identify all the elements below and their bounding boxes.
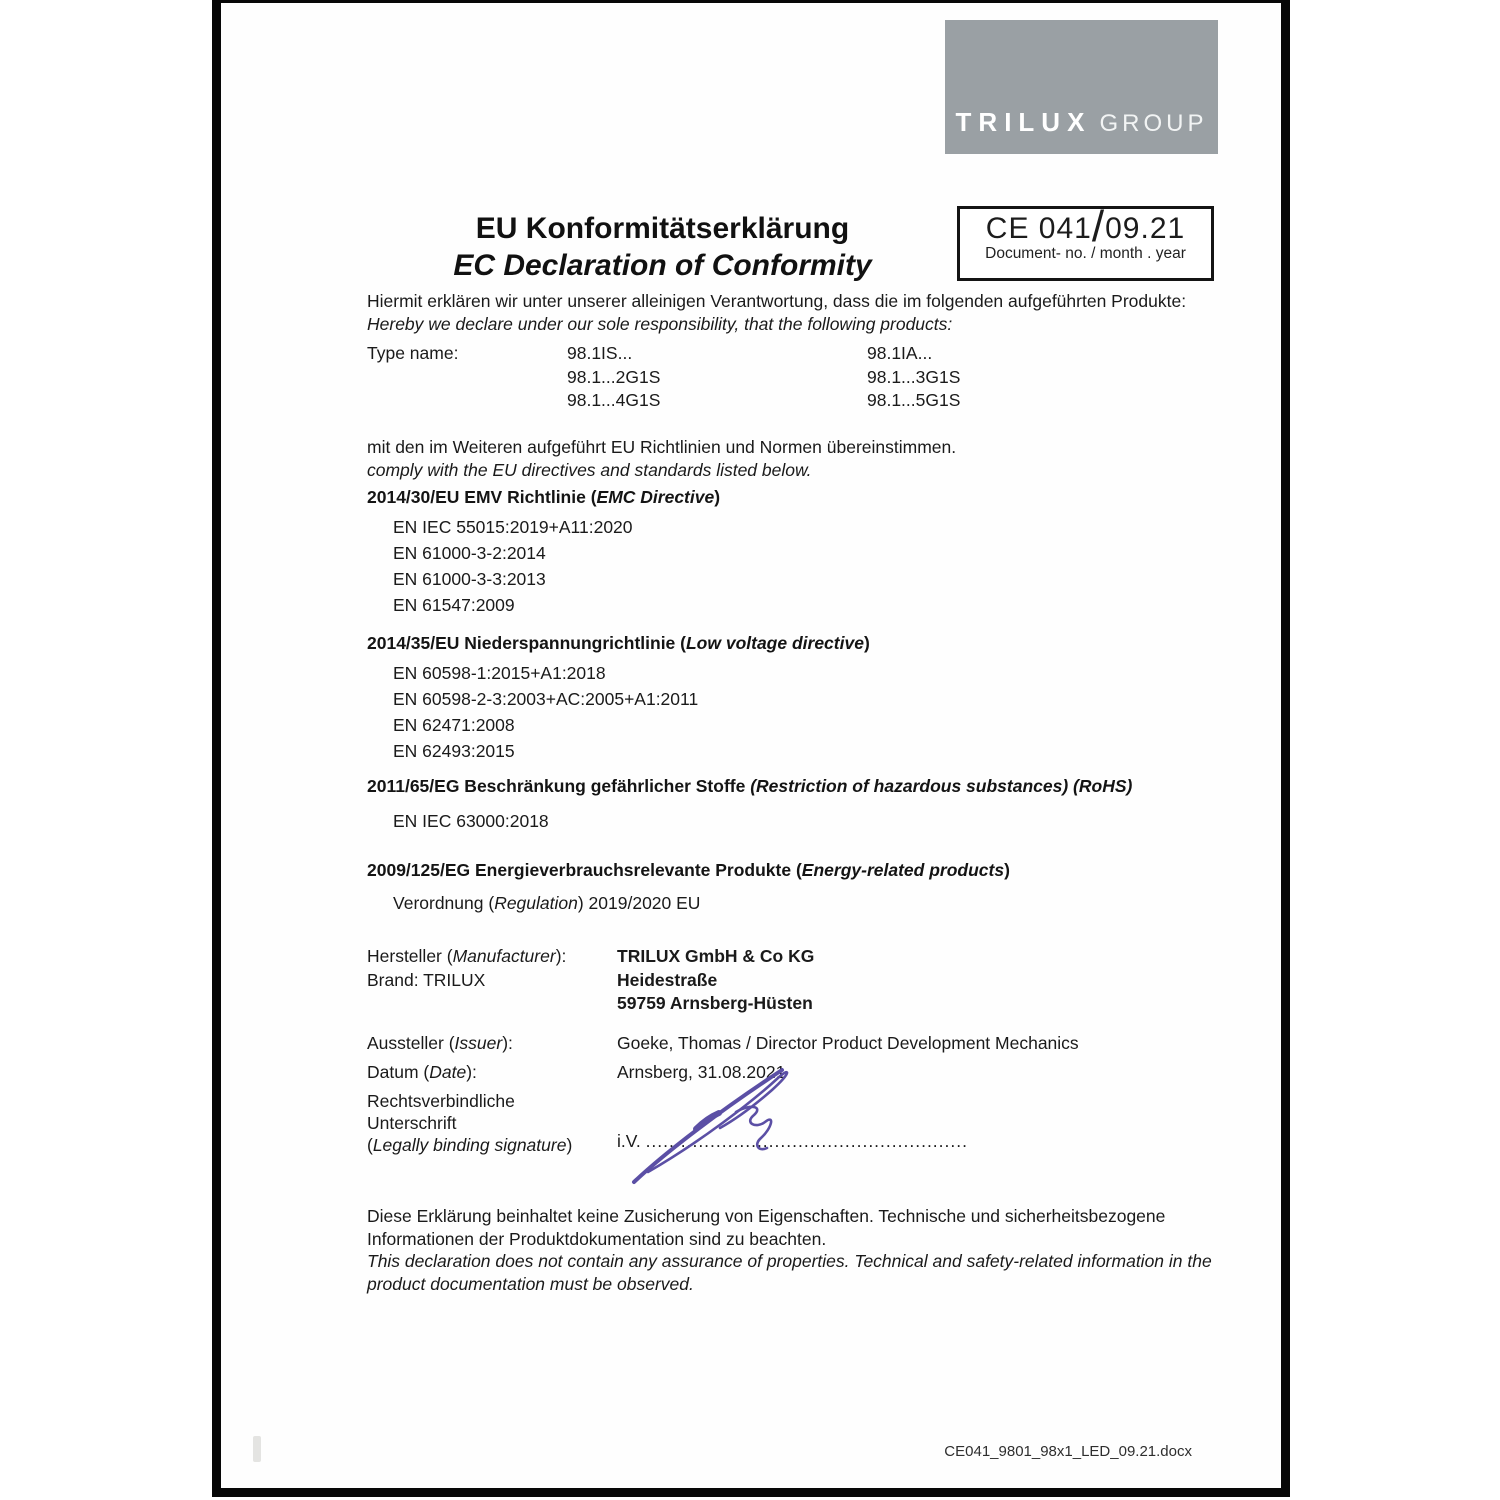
standard-item: EN 61547:2009: [393, 595, 515, 615]
label-text-italic: Manufacturer: [452, 946, 556, 966]
manufacturer-city: 59759 Arnsberg-Hüsten: [617, 993, 813, 1013]
label-text: ):: [555, 946, 567, 966]
page-title-en: EC Declaration of Conformity: [453, 249, 872, 282]
manufacturer-label-block: [367, 945, 566, 992]
label-text: ): [566, 1135, 573, 1155]
manufacturer-name: TRILUX GmbH & Co KG: [617, 946, 815, 966]
label-text-italic: Issuer: [454, 1033, 503, 1053]
label-text: Datum (: [367, 1062, 430, 1082]
heading-text: 2014/35/EU Niederspannungrichtlinie (: [367, 633, 686, 653]
heading-text: ): [1004, 860, 1010, 880]
page-title-de: EU Konformitätserklärung: [475, 212, 850, 245]
standard-item: EN 62493:2015: [393, 741, 515, 761]
signature-label-de2: Unterschrift: [367, 1113, 457, 1133]
type-name-value: 98.1IS...: [567, 343, 633, 363]
issuer-value: Goeke, Thomas / Director Product Development Mechanics: [617, 1033, 1079, 1053]
manufacturer-street: Heidestraße: [617, 969, 718, 990]
footer-filename: CE041_9801_98x1_LED_09.21.docx: [944, 1443, 1192, 1460]
standards-list-emc: [393, 514, 633, 618]
type-name-col1: [567, 342, 660, 413]
standard-item: EN 62471:2008: [393, 715, 515, 735]
manufacturer-address-block: [617, 945, 814, 1016]
standard-item: EN 60598-1:2015+A1:2018: [393, 663, 606, 683]
signature-label-block: [367, 1090, 572, 1156]
standards-list-rohs: [393, 808, 549, 834]
heading-text: 2014/30/EU EMV Richtlinie (: [367, 487, 597, 507]
doc-number: [960, 202, 1211, 251]
heading-text: 2011/65/EG Beschränkung gefährlicher Stoffe: [367, 776, 751, 796]
standard-item: EN 61000-3-3:2013: [393, 569, 546, 589]
date-value: Arnsberg, 31.08.2021: [617, 1062, 786, 1082]
logo-group-text: GROUP: [1099, 110, 1208, 137]
heading-text-italic: EMC Directive: [596, 487, 715, 507]
signature-label-de1: Rechtsverbindliche: [367, 1091, 515, 1111]
type-name-label: Type name:: [367, 343, 459, 363]
intro-de: Hiermit erklären wir unter unserer alleinigen Verantwortung, dass die im folgenden aufgeführten Produkte:: [367, 291, 1187, 311]
directive-heading-lvd: [367, 633, 870, 654]
heading-text: ): [714, 487, 721, 507]
standard-item: EN IEC 63000:2018: [393, 811, 549, 831]
label-text: ):: [502, 1033, 513, 1053]
directive-heading-emc: [367, 487, 720, 508]
doc-number-box: [957, 202, 1214, 281]
heading-text-italic: Energy-related products: [801, 860, 1005, 880]
regulation-line: [393, 890, 700, 916]
disclaimer-paragraph: [367, 1205, 1215, 1295]
label-text: Hersteller (: [367, 946, 453, 966]
directive-heading-rohs: [367, 776, 1132, 797]
disclaimer-de: Diese Erklärung beinhaltet keine Zusicherung von Eigenschaften. Technische und sicherheitsbezogene Informationen der Produktdokumentation sind zu beachten.: [367, 1206, 1166, 1249]
compliance-en: comply with the EU directives and standards listed below.: [367, 459, 812, 480]
doc-number-prefix: CE 041: [985, 212, 1092, 245]
standard-item: EN IEC 55015:2019+A11:2020: [393, 517, 633, 537]
label-text: (: [367, 1135, 373, 1155]
signature-label-en: [367, 1134, 572, 1156]
label-text-italic: Date: [429, 1062, 467, 1082]
doc-number-slash: /: [1091, 202, 1106, 251]
compliance-paragraph: [367, 436, 1217, 481]
brand-label: Brand: TRILUX: [367, 969, 486, 990]
type-name-value: 98.1...2G1S: [567, 366, 661, 387]
standard-item: EN 60598-2-3:2003+AC:2005+A1:2011: [393, 689, 699, 709]
label-text: ):: [466, 1062, 477, 1082]
doc-number-suffix: 09.21: [1105, 212, 1186, 245]
page-title: [380, 210, 945, 284]
intro-en: Hereby we declare under our sole responsibility, that the following products:: [367, 313, 953, 334]
heading-text-italic: (Restriction of hazardous substances) (RoHS): [750, 776, 1133, 796]
compliance-de: mit den im Weiteren aufgeführt EU Richtlinien und Normen übereinstimmen.: [367, 437, 957, 457]
type-name-value: 98.1...3G1S: [867, 366, 961, 387]
issuer-label: [367, 1032, 513, 1055]
directive-heading-erp: [367, 860, 1010, 881]
scan-artifact: [253, 1436, 261, 1462]
heading-text: ): [863, 633, 870, 653]
date-label: [367, 1061, 477, 1084]
trilux-group-logo: [945, 20, 1218, 154]
logo-brand-text: TRILUX: [955, 107, 1092, 137]
signature-prefix: i.V.: [617, 1131, 641, 1151]
regulation-text-italic: Regulation: [494, 893, 578, 913]
heading-text: 2009/125/EG Energieverbrauchsrelevante Produkte (: [367, 860, 802, 880]
regulation-text: ) 2019/2020 EU: [577, 893, 701, 913]
regulation-text: Verordnung (: [393, 893, 495, 913]
signature-dotted-line: .......................................................: [645, 1131, 968, 1151]
type-name-value: 98.1IA...: [867, 343, 933, 363]
type-name-col2: [867, 342, 960, 413]
intro-paragraph: [367, 290, 1217, 335]
standard-item: EN 61000-3-2:2014: [393, 543, 546, 563]
type-name-value: 98.1...5G1S: [867, 390, 961, 410]
type-name-value: 98.1...4G1S: [567, 390, 661, 410]
signature-image: [600, 1040, 930, 1200]
label-text-italic: Legally binding signature: [372, 1135, 567, 1155]
label-text: Aussteller (: [367, 1033, 455, 1053]
heading-text-italic: Low voltage directive: [685, 633, 864, 653]
manufacturer-label: [367, 945, 566, 969]
standards-list-lvd: [393, 660, 698, 764]
doc-number-caption: Document- no. / month . year: [985, 245, 1186, 262]
disclaimer-en: This declaration does not contain any assurance of properties. Technical and safety-related information in the product documentation must be observed.: [367, 1251, 1212, 1294]
